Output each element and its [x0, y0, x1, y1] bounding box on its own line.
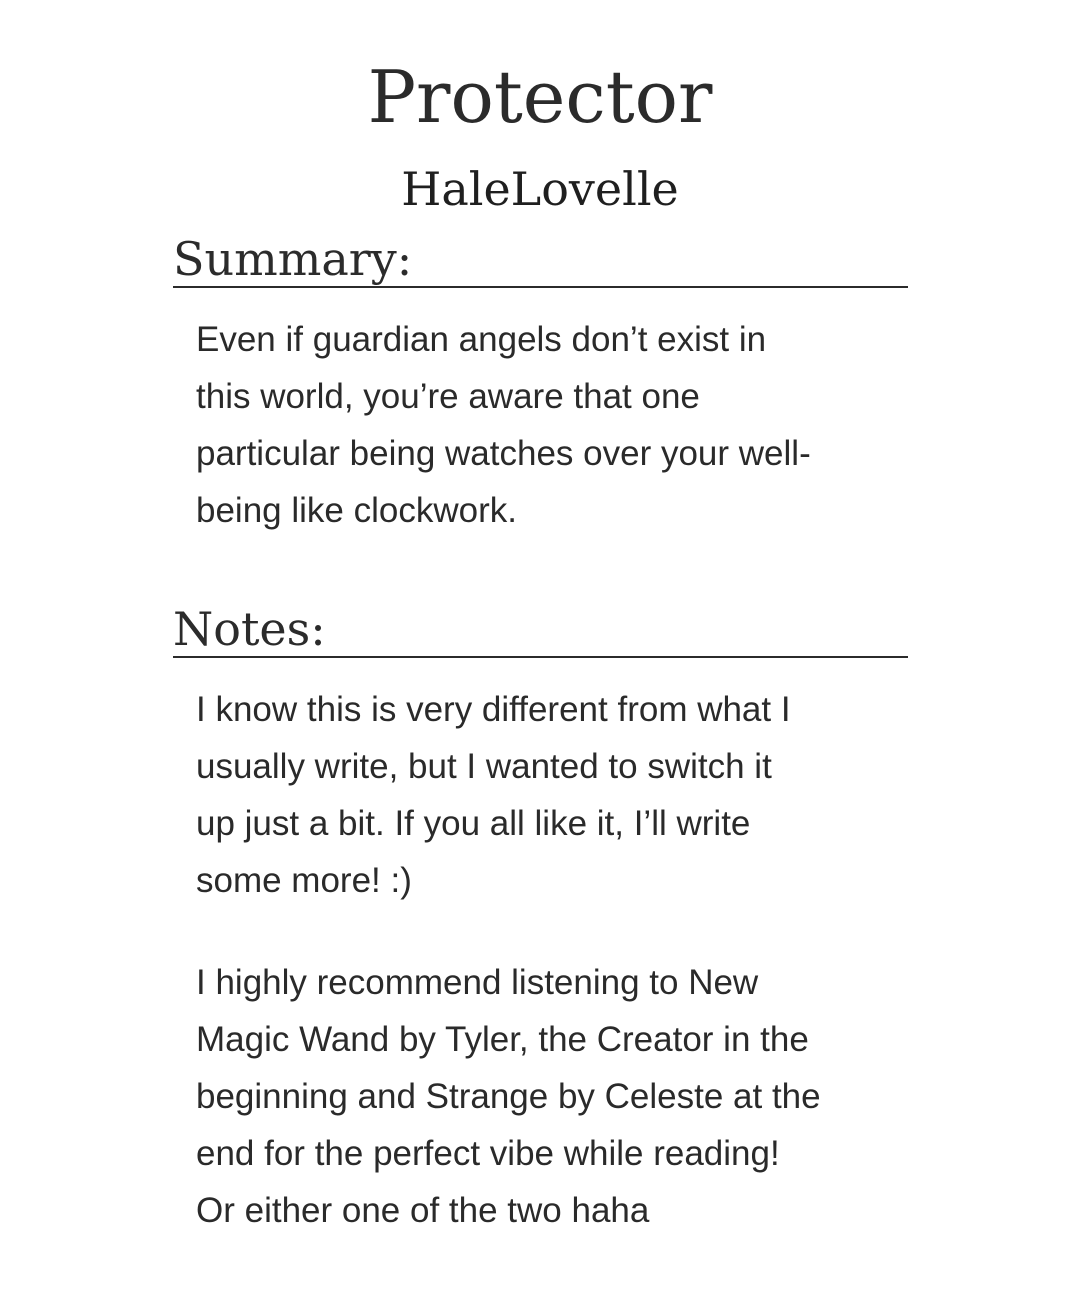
notes-line: Or either one of the two haha — [196, 1191, 650, 1230]
notes-line: beginning and Strange by Celeste at the — [196, 1077, 821, 1116]
notes-line: I highly recommend listening to New — [196, 963, 759, 1002]
notes-line: up just a bit. If you all like it, I’ll write — [196, 804, 751, 843]
work-title: Protector — [367, 55, 713, 139]
summary-line: being like clockwork. — [196, 491, 517, 530]
summary-heading: Summary: — [173, 232, 908, 288]
summary-text — [196, 311, 896, 539]
notes-heading: Notes: — [173, 602, 908, 658]
notes-line: some more! :) — [196, 861, 412, 900]
notes-line: I know this is very different from what I — [196, 690, 791, 729]
notes-line: end for the perfect vibe while reading! — [196, 1134, 780, 1173]
notes-line: Magic Wand by Tyler, the Creator in the — [196, 1020, 809, 1059]
notes-paragraph-1 — [196, 681, 896, 909]
summary-line: this world, you’re aware that one — [196, 377, 700, 416]
notes-line: usually write, but I wanted to switch it — [196, 747, 772, 786]
notes-paragraph-2 — [196, 954, 896, 1239]
work-author[interactable]: HaleLovelle — [401, 162, 679, 216]
summary-line: Even if guardian angels don’t exist in — [196, 320, 767, 359]
summary-line: particular being watches over your well- — [196, 434, 811, 473]
